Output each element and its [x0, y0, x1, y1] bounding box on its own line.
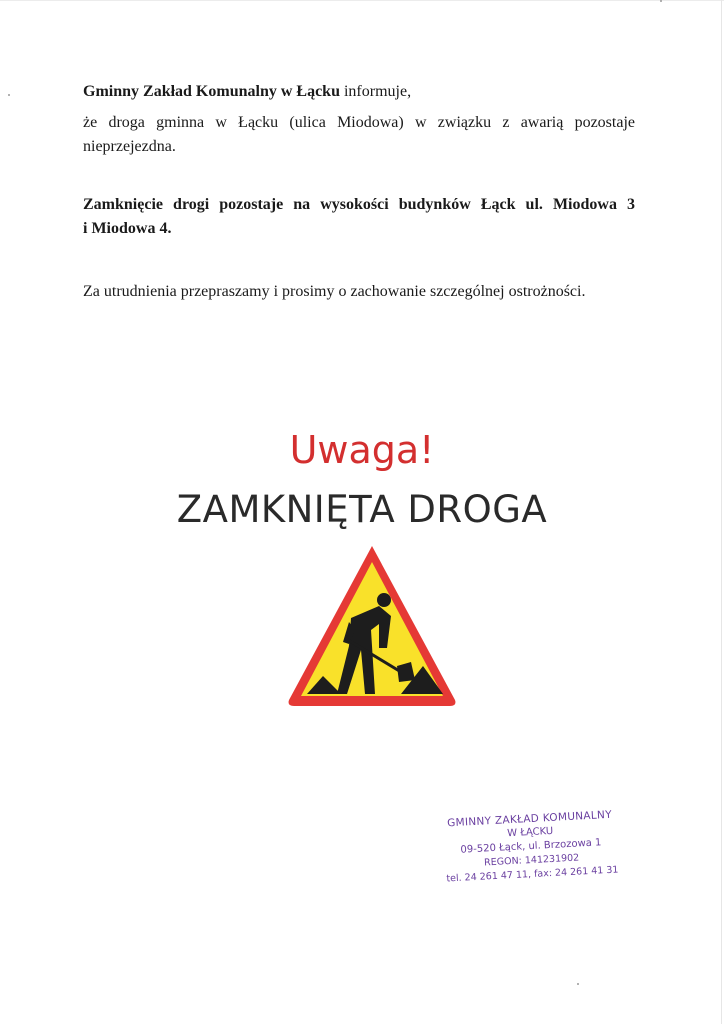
notice-issuer: Gminny Zakład Komunalny w Łącku: [83, 83, 340, 100]
scan-speck: [577, 983, 579, 985]
notice-line: Zamknięcie drogi pozostaje na wysokości budynków Łąck ul. Miodowa 3: [83, 196, 635, 213]
notice-line: że droga gminna w Łącku (ulica Miodowa) w związku z awarią pozostaje: [83, 114, 635, 131]
notice-intro: [83, 80, 635, 104]
notice-paragraph-closure-location: [83, 193, 635, 241]
stamp-line: REGON: 141231902: [483, 852, 580, 869]
scan-speck: [8, 94, 10, 96]
scan-speck: [660, 0, 662, 2]
notice-intro-rest: informuje,: [339, 83, 412, 100]
stamp-line: 09-520 Łąck, ul. Brzozowa 1: [460, 837, 602, 856]
warning-subtitle: ZAMKNIĘTA DROGA: [176, 488, 548, 531]
notice-line: nieprzejezdna.: [83, 138, 176, 155]
road-works-sign-icon: [283, 538, 461, 710]
page-top-edge: [0, 0, 724, 1]
notice-line: i Miodowa 4.: [83, 220, 172, 237]
warning-title: Uwaga!: [289, 428, 435, 472]
stamp-line: W ŁĄCKU: [507, 825, 554, 840]
notice-paragraph-road-status: [83, 111, 635, 159]
stamp-line: GMINNY ZAKŁAD KOMUNALNY: [446, 808, 613, 830]
company-stamp: [439, 807, 622, 886]
stamp-line: tel. 24 261 47 11, fax: 24 261 41 31: [446, 864, 619, 885]
notice-paragraph-apology: Za utrudnienia przepraszamy i prosimy o zachowanie szczególnej ostrożności.: [83, 283, 586, 300]
